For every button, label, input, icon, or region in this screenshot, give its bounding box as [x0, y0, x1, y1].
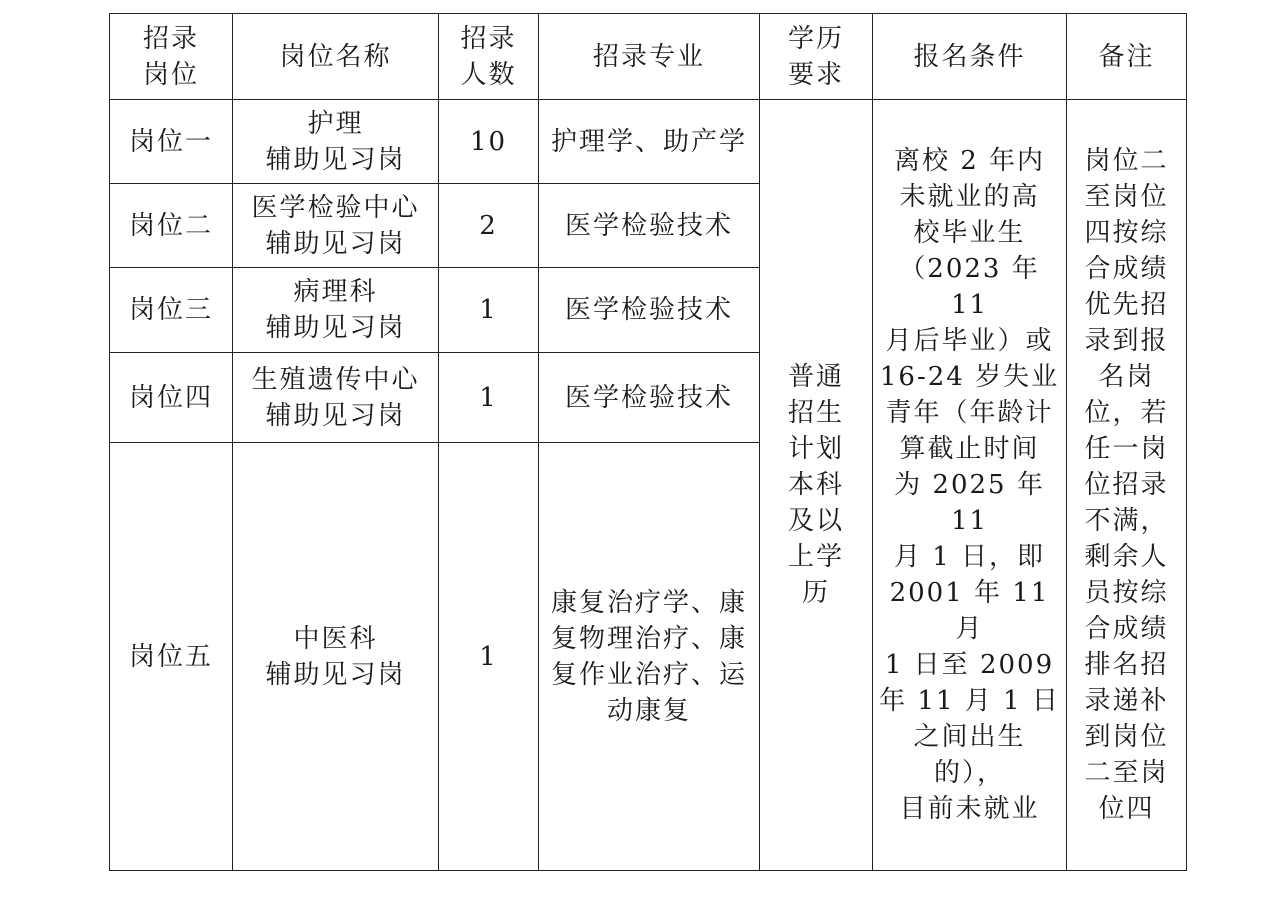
row-major: 护理学、助产学 — [539, 100, 760, 184]
education-requirement: 普通 招生 计划 本科 及以 上学 历 — [760, 100, 873, 871]
table-row — [110, 100, 1187, 184]
header-major: 招录专业 — [539, 14, 760, 100]
row-position: 岗位三 — [110, 268, 233, 353]
application-conditions: 离校 2 年内 未就业的高 校毕业生 （2023 年 11 月后毕业）或 16-24 岁失业 青年（年龄计 算截止时间 为 2025 年 11 月 1 日，即 2001 年 11 月 1 日至 2009 年 11 月 1 日 之间出生的）， 目前未就业 — [873, 100, 1067, 871]
header-conditions: 报名条件 — [873, 14, 1067, 100]
row-count: 1 — [439, 353, 539, 443]
header-row — [110, 14, 1187, 100]
row-name: 生殖遗传中心 辅助见习岗 — [233, 353, 439, 443]
row-position: 岗位一 — [110, 100, 233, 184]
header-position: 招录 岗位 — [110, 14, 233, 100]
row-position: 岗位五 — [110, 443, 233, 871]
row-count: 1 — [439, 268, 539, 353]
header-name: 岗位名称 — [233, 14, 439, 100]
row-name: 病理科 辅助见习岗 — [233, 268, 439, 353]
row-major: 医学检验技术 — [539, 268, 760, 353]
header-remarks: 备注 — [1067, 14, 1187, 100]
row-name: 医学检验中心 辅助见习岗 — [233, 184, 439, 268]
row-position: 岗位四 — [110, 353, 233, 443]
row-position: 岗位二 — [110, 184, 233, 268]
header-count: 招录 人数 — [439, 14, 539, 100]
row-count: 1 — [439, 443, 539, 871]
remarks: 岗位二 至岗位 四按综 合成绩 优先招 录到报 名岗 位，若 任一岗 位招录 不满， 剩余人 员按综 合成绩 排名招 录递补 到岗位 二至岗 位四 — [1067, 100, 1187, 871]
row-name: 护理 辅助见习岗 — [233, 100, 439, 184]
recruitment-table — [109, 13, 1187, 871]
row-major: 康复治疗学、康 复物理治疗、康 复作业治疗、运 动康复 — [539, 443, 760, 871]
row-major: 医学检验技术 — [539, 184, 760, 268]
header-education: 学历 要求 — [760, 14, 873, 100]
row-major: 医学检验技术 — [539, 353, 760, 443]
row-count: 10 — [439, 100, 539, 184]
row-count: 2 — [439, 184, 539, 268]
row-name: 中医科 辅助见习岗 — [233, 443, 439, 871]
